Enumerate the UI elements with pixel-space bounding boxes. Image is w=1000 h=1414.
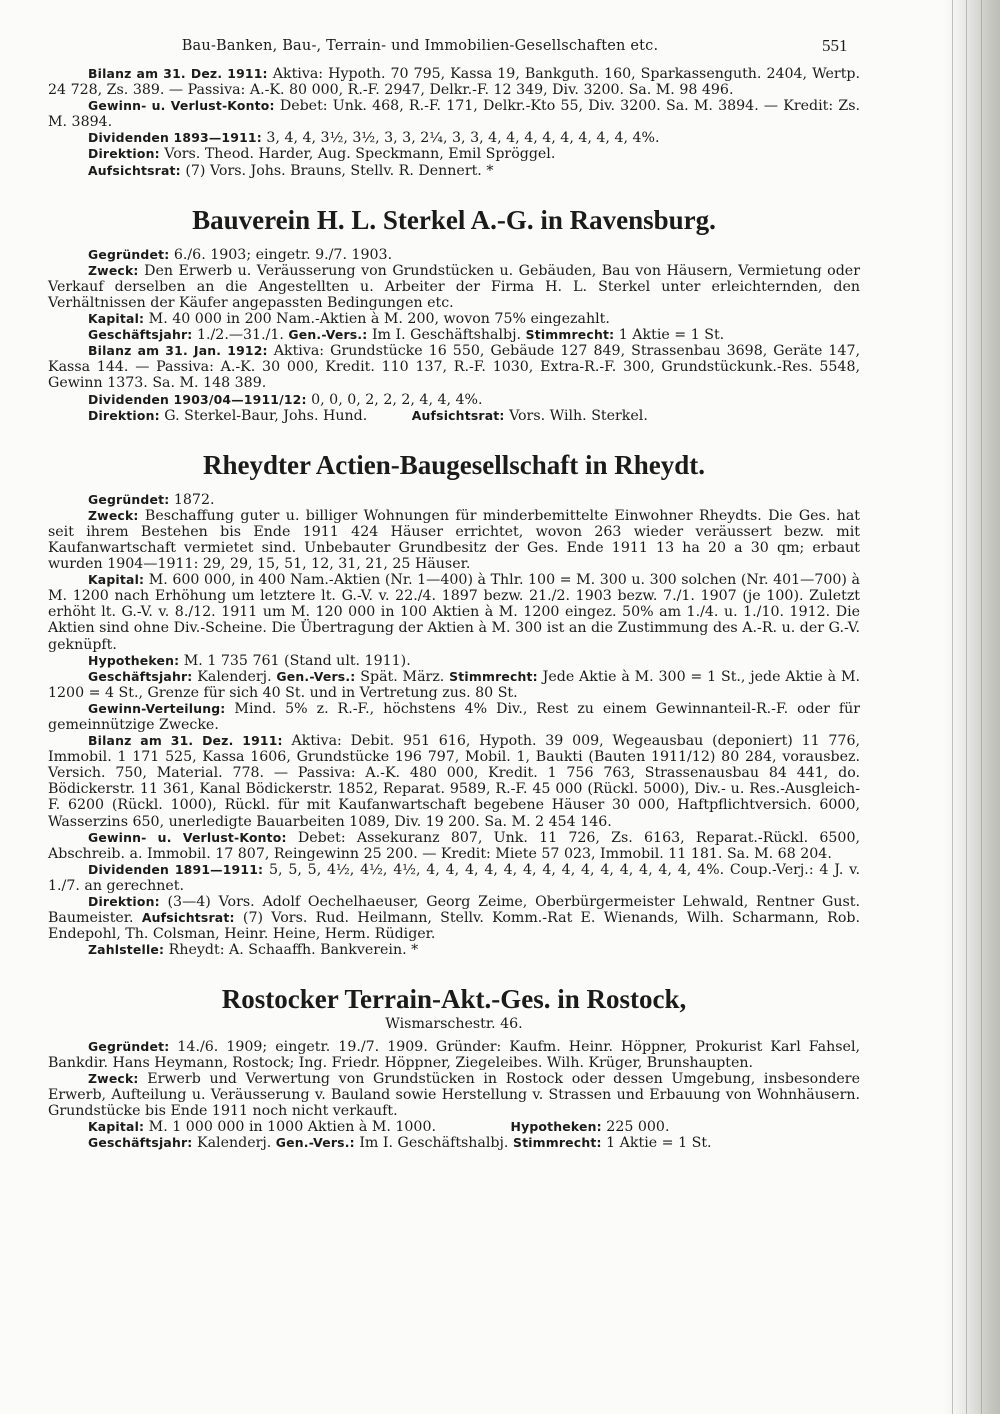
purpose-paragraph (48, 508, 860, 572)
field-value: G. Sterkel-Baur, Johs. Hund. (159, 407, 368, 424)
field-value: 14./6. 1909; eingetr. 19./7. 1909. Gründer: Kaufm. Heinr. Höppner, Prokurist Karl Fahsel, Bankdir. Hans Heymann, Rostock; Ing. Friedr. Höppner, Ziegeleibes. Wilh. Krüger, Brunshaupten. (48, 1038, 860, 1071)
field-label: Aufsichtsrat: (411, 407, 505, 423)
field-value: Debet: Unk. 468, R.-F. 171, Delkr.-Kto 55, Div. 3200. Sa. M. 3894. — Kredit: Zs. M. 3894. (48, 98, 860, 131)
capital-paragraph (48, 311, 860, 327)
page-number: 551 (822, 36, 848, 55)
board-paragraph (48, 146, 860, 162)
gutter-line (966, 0, 967, 1414)
field-value: M. 40 000 in 200 Nam.-Aktien à M. 200, wovon 75% eingezahlt. (144, 311, 610, 328)
field-value: Debet: Assekuranz 807, Unk. 11 726, Zs. 6163, Reparat.-Rückl. 6500, Abschreib. a. Immobil. 17 807, Reingewinn 25 200. — Kredit: Miete 57 023, Immobil. 11 181. Sa. M. 68 204. (48, 829, 860, 862)
field-label: Direktion: (88, 407, 160, 423)
founded-paragraph (48, 492, 860, 508)
field-value: Den Erwerb u. Veräusserung von Grundstücken u. Gebäuden, Bau von Häusern, Vermietung oder Verkauf derselben an die Angestellten u. Arbeiter der Firma H. L. Sterkel unter erleichternden, den Verhältnissen der Käufer angepassten Bedingungen etc. (48, 262, 860, 311)
field-value: 1./2.—31./1. (192, 327, 284, 344)
field-label: Gen.-Vers.: (276, 668, 356, 684)
field-label: Aufsichtsrat: (88, 162, 181, 178)
field-label: Gewinn-Verteilung: (88, 700, 226, 716)
field-value: Aktiva: Debit. 951 616, Hypoth. 39 009, Wegeausbau (deponiert) 11 776, Immobil. 1 171 525, Kassa 1606, Grundstücke 196 797, Mobil. 1, Baukti (Bauten 1911/12) 80 284, vorausbez. Versich. 750, Material. 778. — Passiva: A.-K. 480 000, Kredit. 1 756 763, Strassenausbau 84 441, do. Bödickerstr. 11 361, Kanal Bödickerstr. 1852, Reparat. 9589, R.-F. 45 000 (Rückl. 5000), Div.- u. Res.-Ausgleich-F. 6200 (Rückl. 1000), Rückl. für mit Kaufanwartschaft begebene Häuser 30 000, Haftpflichtversich. 6000, Wasserzins 650, unerledigte Bauarbeiten 1089, Div. 19 200. Sa. M. 2 454 146. (48, 733, 860, 830)
field-value: 6./6. 1903; eingetr. 9./7. 1903. (169, 246, 393, 263)
field-value: M. 1 735 761 (Stand ult. 1911). (179, 652, 411, 669)
field-label: Geschäftsjahr: (88, 1135, 193, 1151)
company-entry-rheydt (48, 450, 860, 959)
field-label: Gegründet: (88, 1038, 170, 1054)
balance-sheet-paragraph (48, 66, 860, 98)
fiscal-year-paragraph (48, 669, 860, 701)
field-value: 3, 4, 4, 3½, 3½, 3, 3, 2¼, 3, 3, 4, 4, 4, 4, 4, 4, 4, 4, 4%. (261, 130, 660, 147)
field-value: Rheydt: A. Schaaffh. Bankverein. * (164, 942, 419, 959)
field-label: Gen.-Vers.: (288, 327, 368, 343)
field-label: Gegründet: (88, 491, 170, 507)
profit-loss-paragraph (48, 98, 860, 130)
field-label: Zweck: (88, 507, 139, 523)
field-label: Direktion: (88, 894, 160, 910)
field-label: Bilanz am 31. Jan. 1912: (88, 343, 268, 359)
capital-paragraph (48, 1119, 860, 1135)
field-label: Direktion: (88, 146, 160, 162)
field-value: Aktiva: Grundstücke 16 550, Gebäude 127 849, Strassenbau 3698, Geräte 147, Kassa 144. — Passiva: A.-K. 30 000, Kredit. 110 137, R.-F. 1030, Extra-R.-F. 300, Grundstückunk.-Res. 5548, Gewinn 1373. Sa. M. 148 389. (48, 343, 860, 392)
gutter-line (952, 0, 953, 1414)
field-value: 5, 5, 5, 4½, 4½, 4½, 4, 4, 4, 4, 4, 4, 4, 4, 4, 4, 4, 4, 4, 4, 4%. Coup.-Verj.: 4 J. v. 1./7. an gerechnet. (48, 861, 860, 894)
field-value: Kalenderj. (192, 1135, 272, 1152)
balance-sheet-paragraph (48, 343, 860, 391)
company-entry-sterkel (48, 205, 860, 424)
dividends-paragraph (48, 130, 860, 146)
field-value: (7) Vors. Johs. Brauns, Stellv. R. Dennert. * (180, 162, 494, 179)
field-label: Hypotheken: (88, 652, 180, 668)
dividends-paragraph (48, 392, 860, 408)
field-value: Mind. 5% z. R.-F., höchstens 4% Div., Rest zu einem Gewinnanteil-R.-F. oder für gemeinnützige Zwecke. (48, 700, 860, 733)
field-label: Stimmrecht: (512, 1135, 602, 1151)
field-value: Im I. Geschäftshalbj. (354, 1135, 509, 1152)
company-title: Rostocker Terrain-Akt.-Ges. in Rostock, (221, 984, 687, 1015)
company-entry-rostock (48, 984, 860, 1151)
field-label: Gen.-Vers.: (275, 1135, 355, 1151)
field-label: Gewinn- u. Verlust-Konto: (88, 98, 275, 114)
field-label: Aufsichtsrat: (141, 910, 235, 926)
field-label: Bilanz am 31. Dez. 1911: (88, 66, 268, 81)
field-label: Bilanz am 31. Dez. 1911: (88, 733, 283, 749)
field-value: Im I. Geschäftshalbj. (367, 327, 522, 344)
field-label: Zahlstelle: (88, 942, 165, 958)
field-value: Erwerb und Verwertung von Grundstücken in Rostock oder dessen Umgebung, insbesondere Erwerb, Aufteilung u. Veräusserung v. Bauland sowie Herstellung v. Strassen und Erbauung von Wohnhäusern. Grundstücke bis Ende 1911 noch nicht verkauft. (48, 1070, 860, 1119)
fiscal-year-paragraph (48, 1135, 860, 1151)
field-value: Vors. Wilh. Sterkel. (504, 407, 648, 424)
field-value: M. 1 000 000 in 1000 Aktien à M. 1000. (144, 1118, 436, 1135)
field-value: 1 Aktie = 1 St. (601, 1135, 712, 1152)
field-label: Hypotheken: (510, 1118, 602, 1134)
field-label: Dividenden 1903/04—1911/12: (88, 391, 307, 407)
field-label: Geschäftsjahr: (88, 668, 193, 684)
field-label: Gegründet: (88, 246, 170, 262)
founded-paragraph (48, 247, 860, 263)
field-label: Stimmrecht: (449, 668, 538, 684)
fiscal-year-paragraph (48, 327, 860, 343)
supervisory-board-paragraph (48, 163, 860, 179)
field-label: Kapital: (88, 1118, 145, 1134)
company-title: Rheydter Actien-Baugesellschaft in Rheydt. (203, 449, 705, 480)
balance-sheet-paragraph (48, 733, 860, 830)
field-value: Jede Aktie à M. 300 = 1 St., jede Aktie à M. 1200 = 4 St., Grenze für sich 40 St. und in Vertretung zus. 80 St. (48, 668, 860, 701)
board-paragraph (48, 408, 860, 424)
field-label: Zweck: (88, 1070, 139, 1086)
field-label: Geschäftsjahr: (88, 327, 193, 343)
field-label: Gewinn- u. Verlust-Konto: (88, 829, 287, 845)
field-value: Kalenderj. (192, 668, 272, 685)
field-value: Beschaffung guter u. billiger Wohnungen für minderbemittelte Einwohner Rheydts. Die Ges. hat seit ihrem Bestehen bis Ende 1911 424 Häuser errichtet, wovon 263 wieder veräussert bezw. mit Kaufanwartschaft vermietet sind. Unbebauter Grundbesitz der Ges. Ende 1911 13 ha 20 a 30 qm; erbaut wurden 1904—1911: 29, 29, 15, 51, 12, 31, 21, 25 Häuser. (48, 507, 860, 573)
field-value: 1872. (169, 491, 215, 508)
field-value: (7) Vors. Rud. Heilmann, Stellv. Komm.-Rat E. Wienands, Wilh. Scharmann, Rob. Endepohl, Th. Colsman, Heinr. Heine, Herm. Rüdiger. (48, 910, 860, 943)
mortgages-paragraph (48, 653, 860, 669)
field-value: 1 Aktie = 1 St. (614, 327, 725, 344)
founded-paragraph (48, 1039, 860, 1071)
field-label: Dividenden 1891—1911: (88, 861, 264, 877)
field-label: Stimmrecht: (525, 327, 615, 343)
dividends-paragraph (48, 862, 860, 894)
field-label: Kapital: (88, 572, 145, 588)
field-value: 0, 0, 0, 2, 2, 2, 4, 4, 4%. (306, 391, 483, 408)
profit-distribution-paragraph (48, 701, 860, 733)
company-title: Bauverein H. L. Sterkel A.-G. in Ravensburg. (192, 204, 716, 235)
profit-loss-paragraph (48, 830, 860, 862)
purpose-paragraph (48, 1071, 860, 1119)
gutter-line (981, 0, 982, 1414)
page-content (48, 66, 860, 1151)
purpose-paragraph (48, 263, 860, 311)
board-paragraph (48, 894, 860, 942)
company-address: Wismarschestr. 46. (385, 1016, 523, 1033)
field-value: M. 600 000, in 400 Nam.-Aktien (Nr. 1—400) à Thlr. 100 = M. 300 u. 300 solchen (Nr. 401—700) à M. 1200 nach Erhöhung um letztere lt. G.-V. v. 22./4. 1897 bezw. 21./2. 1903 bezw. 7./1. 1907 (je 100). Zuletzt erhöht lt. G.-V. v. 8./12. 1911 um M. 120 000 in 100 Aktien à M. 1200 eingez. 50% am 1./4. u. 1./10. 1912. Die Aktien sind ohne Div.-Scheine. Die Übertragung der Aktien à M. 300 ist an die Zustimmung des A.-R. u. der G.-V. geknüpft. (48, 572, 860, 653)
field-value: (3—4) Vors. Adolf Oechelhaeuser, Georg Zeime, Oberbürgermeister Lehwald, Rentner Gust. Baumeister. (48, 894, 860, 927)
paying-agent-paragraph (48, 942, 860, 958)
field-value: Spät. März. (355, 668, 445, 685)
field-label: Kapital: (88, 311, 145, 327)
field-value: Vors. Theod. Harder, Aug. Speckmann, Emil Spröggel. (159, 146, 556, 163)
field-value: Aktiva: Hypoth. 70 795, Kassa 19, Bankguth. 160, Sparkassenguth. 2404, Wertp. 24 728, Zs. 389. — Passiva: A.-K. 80 000, R.-F. 2947, Delkr.-F. 12 349, Div. 3200. Sa. M. 98 496. (48, 66, 860, 99)
capital-paragraph (48, 572, 860, 652)
previous-entry (48, 66, 860, 179)
field-label: Zweck: (88, 262, 139, 278)
running-head: Bau-Banken, Bau-, Terrain- und Immobilien-Gesellschaften etc. (181, 38, 659, 54)
field-label: Dividenden 1893—1911: (88, 130, 262, 146)
field-value: 225 000. (601, 1118, 670, 1135)
